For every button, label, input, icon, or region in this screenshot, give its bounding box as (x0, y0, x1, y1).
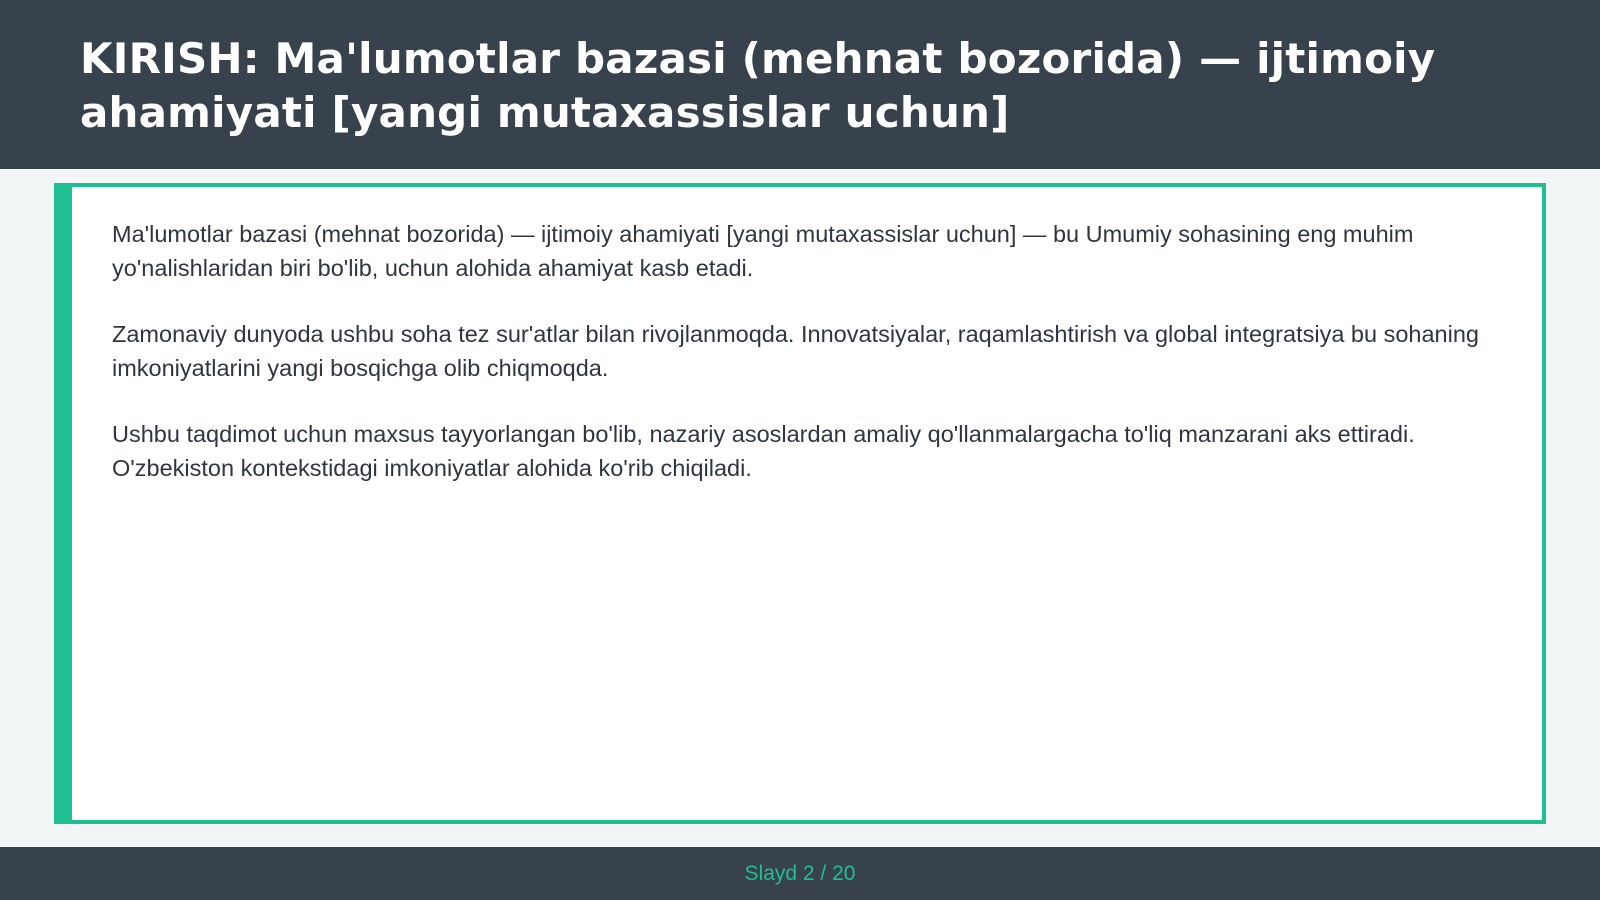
slide-footer (0, 847, 1600, 900)
slide-header (0, 0, 1600, 169)
trend-paragraph: Zamonaviy dunyoda ushbu soha tez sur'atlar bilan rivojlanmoqda. Innovatsiyalar, raqamlashtirish va global integratsiya bu sohaning imkoniyatlarini yangi bosqichga olib chiqmoqda. (112, 321, 1479, 381)
purpose-paragraph: Ushbu taqdimot uchun maxsus tayyorlangan bo'lib, nazariy asoslardan amaliy qo'llanmalargacha to'liq manzarani aks ettiradi. O'zbekiston kontekstidagi imkoniyatlar alohida ko'rib chiqiladi. (112, 421, 1415, 481)
slide-counter: Slayd 2 / 20 (744, 862, 856, 885)
slide-title: KIRISH: Ma'lumotlar bazasi (mehnat bozorida) — ijtimoiy ahamiyati [yangi mutaxassislar uchun] (80, 34, 1436, 137)
content-panel (54, 183, 1546, 824)
intro-paragraph: Ma'lumotlar bazasi (mehnat bozorida) — ijtimoiy ahamiyati [yangi mutaxassislar uchun] — bu Umumiy sohasining eng muhim yo'nalishlaridan biri bo'lib, uchun alohida ahamiyat kasb etadi. (112, 221, 1414, 281)
